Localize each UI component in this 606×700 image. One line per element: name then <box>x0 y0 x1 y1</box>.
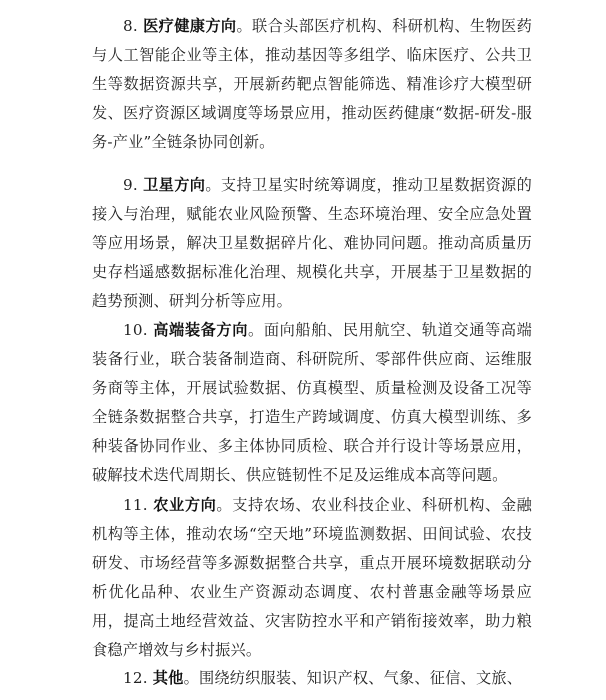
paragraph-body: 。支持农场、农业科技企业、科研机构、金融机构等主体，推动农场“空天地”环境监测数据、田间试验、农技研发、市场经营等多源数据整合共享，重点开展环境数据联动分析优化品种、农业生产资源动态调度、农村普惠金融等场景应用，提高土地经营效益、灾害防控水平和产销衔接效率，助力粮食稳产增效与乡村振兴。 <box>92 496 533 659</box>
paragraph-heading: 农业方向 <box>153 496 217 514</box>
paragraph-number: 11. <box>123 496 148 514</box>
paragraph-number: 9. <box>123 176 138 194</box>
paragraph-number: 8. <box>123 17 138 35</box>
paragraph-number: 12. <box>123 669 148 687</box>
paragraph-number: 10. <box>123 321 148 339</box>
paragraph-other <box>92 664 532 693</box>
paragraph-body: 。支持卫星实时统筹调度，推动卫星数据资源的接入与治理，赋能农业风险预警、生态环境治理、安全应急处置等应用场景，解决卫星数据碎片化、难协同问题。推动高质量历史存档遥感数据标准化治理、规模化共享，开展基于卫星数据的趋势预测、研判分析等应用。 <box>92 176 532 310</box>
paragraph-heading: 高端装备方向 <box>153 321 249 339</box>
paragraph-heading: 卫星方向 <box>143 176 206 194</box>
paragraph-body: 。联合头部医疗机构、科研机构、生物医药与人工智能企业等主体，推动基因等多组学、临床医疗、公共卫生等数据资源共享，开展新药靶点智能筛选、精准诊疗大模型研发、医疗资源区域调度等场景应用，推动医药健康“数据-研发-服务-产业”全链条协同创新。 <box>92 17 532 151</box>
paragraph-agriculture <box>92 491 532 665</box>
paragraph-body: 。面向船舶、民用航空、轨道交通等高端装备行业，联合装备制造商、科研院所、零部件供应商、运维服务商等主体，开展试验数据、仿真模型、质量检测及设备工况等全链条数据整合共享，打造生产跨域调度、仿真大模型训练、多种装备协同作业、多主体协同质检、联合并行设计等场景应用，破解技术迭代周期长、供应链韧性不足及运维成本高等问题。 <box>92 321 533 484</box>
paragraph-satellite <box>92 171 532 316</box>
paragraph-heading: 其他 <box>152 669 184 687</box>
paragraph-body: 。围绕纺织服装、知识产权、气象、征信、文旅、 <box>183 669 523 687</box>
paragraph-medical-health <box>92 12 532 157</box>
paragraph-heading: 医疗健康方向 <box>143 17 237 35</box>
paragraph-high-end-equipment <box>92 316 532 490</box>
